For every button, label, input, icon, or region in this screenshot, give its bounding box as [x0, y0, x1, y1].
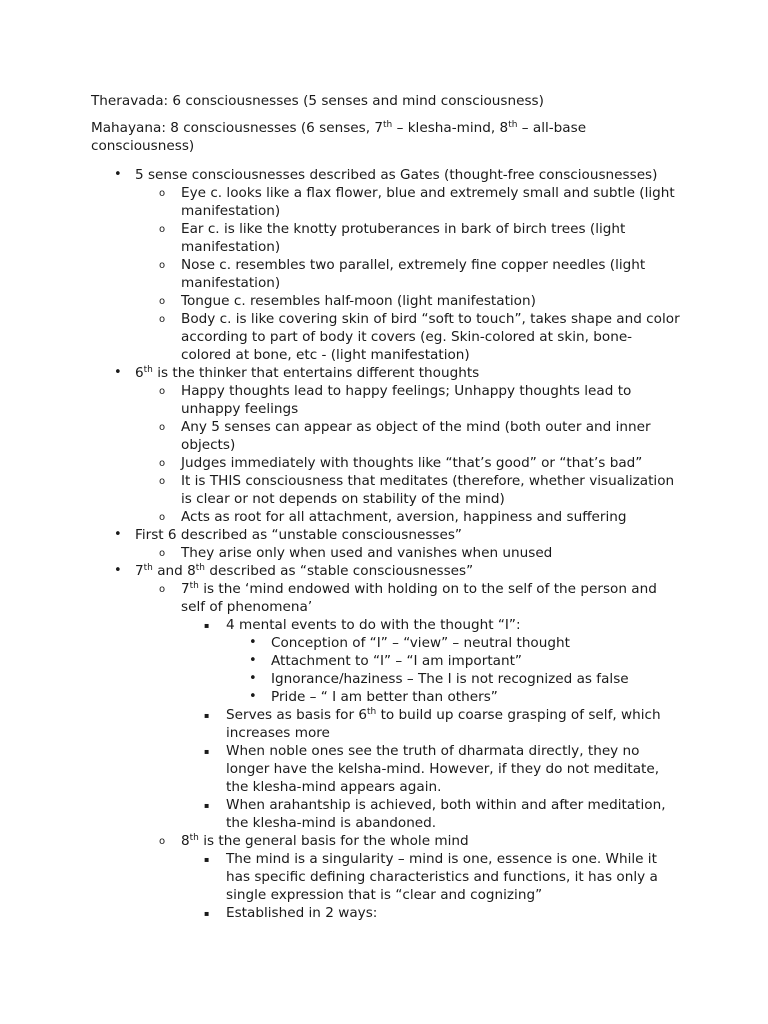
bullet-marker: •: [114, 563, 122, 578]
list-item: • Conception of “I” – “view” – neutral thought: [249, 635, 570, 651]
list-item: o Ear c. is like the knotty protuberances in bark of birch trees (light manifestation): [159, 221, 626, 255]
square-marker: ▪: [204, 909, 210, 918]
theravada-paragraph: Theravada: 6 consciousnesses (5 senses and mind consciousness): [91, 93, 544, 109]
consciousness-outline: [0, 166, 768, 922]
list-item: o Happy thoughts lead to happy feelings; Unhappy thoughts lead to unhappy feelings: [159, 383, 632, 417]
list-item: • 7th and 8th described as “stable consciousnesses” o 7th is the ‘mind endowed with holding on to the self of the person and self of phenomena’ ▪ 4 mental events to do with the thought “I”: • Conception of “I” – “view” – neutral thought • Attachment to “I” – “I am important” • Ignorance/haziness – The I is not recognized as false • Pride – “ I am better than others” ▪ Serves as basis for 6th to build up coarse grasping of self, which increases more ▪ When noble ones see the truth of dharmata directly, they no longer have the kelsha-mind. However, if they do not meditate, the klesha-mind appears again. ▪ When arahantship is achieved, both within and after meditation, the klesha-mind is abandoned. o 8th is the general basis for the whole mind ▪ The mind is a singularity – mind is one, essence is one. While it has specific defining characteristics and functions, it has only a single expression that is “clear and cognizing” ▪ Established in 2 ways:: [0, 562, 768, 922]
square-marker: ▪: [204, 747, 210, 756]
list-item: • Ignorance/haziness – The I is not recognized as false: [249, 671, 629, 687]
list-item: o 7th is the ‘mind endowed with holding on to the self of the person and self of phenomena’ ▪ 4 mental events to do with the thought “I”: • Conception of “I” – “view” – neutral thought • Attachment to “I” – “I am important” • Ignorance/haziness – The I is not recognized as false • Pride – “ I am better than others” ▪ Serves as basis for 6th to build up coarse grasping of self, which increases more ▪ When noble ones see the truth of dharmata directly, they no longer have the kelsha-mind. However, if they do not meditate, the klesha-mind appears again. ▪ When arahantship is achieved, both within and after meditation, the klesha-mind is abandoned.: [0, 580, 768, 832]
dot-marker: •: [249, 671, 257, 686]
dot-marker: •: [249, 653, 257, 668]
dot-marker: •: [249, 689, 257, 704]
circle-marker: o: [159, 260, 166, 271]
square-marker: ▪: [204, 801, 210, 810]
bullet-marker: •: [114, 365, 122, 380]
square-marker: ▪: [204, 855, 210, 864]
list-item: ▪ When arahantship is achieved, both within and after meditation, the klesha-mind is abandoned.: [204, 797, 666, 831]
list-item: o Body c. is like covering skin of bird “soft to touch”, takes shape and color according to part of body it covers (eg. Skin-colored at skin, bone-colored at bone, etc - (light manifestation): [159, 311, 680, 363]
circle-marker: o: [159, 386, 166, 397]
mahayana-paragraph: Mahayana: 8 consciousnesses (6 senses, 7th – klesha-mind, 8th – all-base consciousness): [91, 120, 587, 154]
list-item: o Eye c. looks like a flax flower, blue and extremely small and subtle (light manifestation): [159, 185, 675, 219]
list-item: • Pride – “ I am better than others”: [249, 689, 498, 705]
list-item: ▪ Established in 2 ways:: [204, 905, 378, 921]
circle-marker: o: [159, 224, 166, 235]
list-item: o Judges immediately with thoughts like “that’s good” or “that’s bad”: [159, 455, 643, 471]
list-item: o Tongue c. resembles half-moon (light manifestation): [159, 293, 536, 309]
square-marker: ▪: [204, 711, 210, 720]
circle-marker: o: [159, 296, 166, 307]
circle-marker: o: [159, 458, 166, 469]
list-item: o 8th is the general basis for the whole mind ▪ The mind is a singularity – mind is one, essence is one. While it has specific defining characteristics and functions, it has only a single expression that is “clear and cognizing” ▪ Established in 2 ways:: [0, 832, 768, 922]
circle-marker: o: [159, 584, 166, 595]
list-item: o They arise only when used and vanishes when unused: [159, 545, 553, 561]
circle-marker: o: [159, 512, 166, 523]
list-item: ▪ Serves as basis for 6th to build up coarse grasping of self, which increases more: [204, 707, 661, 741]
circle-marker: o: [159, 548, 166, 559]
list-item: • Attachment to “I” – “I am important”: [249, 653, 522, 669]
list-item: ▪ 4 mental events to do with the thought “I”: • Conception of “I” – “view” – neutral thought • Attachment to “I” – “I am important” • Ignorance/haziness – The I is not recognized as false • Pride – “ I am better than others”: [0, 616, 768, 706]
list-item: o Acts as root for all attachment, aversion, happiness and suffering: [159, 509, 627, 525]
list-item: ▪ The mind is a singularity – mind is one, essence is one. While it has specific defining characteristics and functions, it has only a single expression that is “clear and cognizing”: [204, 851, 658, 903]
list-item: o Any 5 senses can appear as object of the mind (both outer and inner objects): [159, 419, 651, 453]
bullet-marker: •: [114, 527, 122, 542]
circle-marker: o: [159, 188, 166, 199]
dot-marker: •: [249, 635, 257, 650]
circle-marker: o: [159, 476, 166, 487]
list-item: ▪ When noble ones see the truth of dharmata directly, they no longer have the kelsha-mind. However, if they do not meditate, the klesha-mind appears again.: [204, 743, 660, 795]
circle-marker: o: [159, 314, 166, 325]
list-item: • 5 sense consciousnesses described as Gates (thought-free consciousnesses) o Eye c. looks like a flax flower, blue and extremely small and subtle (light manifestation) o Ear c. is like the knotty protuberances in bark of birch trees (light manifestation) o Nose c. resembles two parallel, extremely fine copper needles (light manifestation) o Tongue c. resembles half-moon (light manifestation) o Body c. is like covering skin of bird “soft to touch”, takes shape and color according to part of body it covers (eg. Skin-colored at skin, bone-colored at bone, etc - (light manifestation): [0, 166, 768, 364]
list-item: o Nose c. resembles two parallel, extremely fine copper needles (light manifestation): [159, 257, 646, 291]
list-item: o It is THIS consciousness that meditates (therefore, whether visualization is clear or not depends on stability of the mind): [159, 473, 675, 507]
list-item: • First 6 described as “unstable consciousnesses” o They arise only when used and vanishes when unused: [0, 526, 768, 562]
bullet-marker: •: [114, 167, 122, 182]
list-item: • 6th is the thinker that entertains different thoughts o Happy thoughts lead to happy feelings; Unhappy thoughts lead to unhappy feelings o Any 5 senses can appear as object of the mind (both outer and inner objects) o Judges immediately with thoughts like “that’s good” or “that’s bad” o It is THIS consciousness that meditates (therefore, whether visualization is clear or not depends on stability of the mind) o Acts as root for all attachment, aversion, happiness and suffering: [0, 364, 768, 526]
circle-marker: o: [159, 422, 166, 433]
square-marker: ▪: [204, 621, 210, 630]
circle-marker: o: [159, 836, 166, 847]
